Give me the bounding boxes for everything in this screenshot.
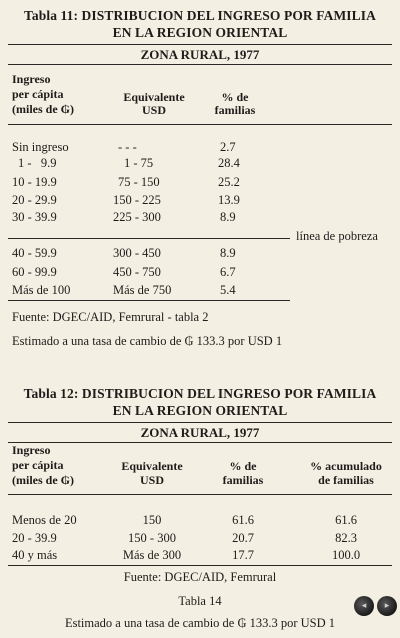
- table12-row1-pct: 61.6: [232, 513, 254, 527]
- table11-row3-ingreso: 10 - 19.9: [12, 175, 57, 189]
- table12-row3-pct: 17.7: [232, 548, 254, 562]
- table12-title-line2: EN LA REGION ORIENTAL: [112, 403, 288, 418]
- table11-row6-usd: 300 - 450: [113, 246, 161, 260]
- table11-row2-pct: 28.4: [218, 156, 240, 170]
- table11-header-equiv-1: Equivalente: [123, 90, 185, 104]
- table12-header-equiv-2: USD: [139, 473, 164, 487]
- table12-header-acum-1: % acumulado: [310, 459, 382, 473]
- table11-row1-ingreso: Sin ingreso: [12, 140, 69, 154]
- table12-subtitle: ZONA RURAL, 1977: [140, 425, 260, 440]
- table11-row8-pct: 5.4: [220, 283, 236, 297]
- table12-header-pct-2: familias: [222, 473, 264, 487]
- table11-subtitle-rule: [8, 64, 392, 65]
- table11-header-pct-2: familias: [214, 103, 256, 117]
- table12-header-ingreso-3: (miles de ₲): [12, 473, 74, 487]
- table11-note: Estimado a una tasa de cambio de ₲ 133.3 por USD 1: [12, 334, 283, 348]
- table12-header-acum-2: de familias: [318, 473, 374, 487]
- table12-caption: Tabla 14: [178, 594, 222, 608]
- table11-bottom-rule: [8, 300, 290, 301]
- table12-header-rule: [8, 494, 392, 495]
- table11-row7-pct: 6.7: [220, 265, 236, 279]
- table12-row2-usd: 150 - 300: [128, 531, 176, 545]
- table11-header-equiv-2: USD: [141, 103, 166, 117]
- table11-row8-ingreso: Más de 100: [12, 283, 71, 297]
- table11-header-ingreso-1: Ingreso: [12, 72, 51, 86]
- table11-row5-usd: 225 - 300: [113, 210, 161, 224]
- table11-row3-pct: 25.2: [218, 175, 240, 189]
- table11-source: Fuente: DGEC/AID, Femrural - tabla 2: [12, 310, 209, 324]
- table12-title-line1: Tabla 12: DISTRIBUCION DEL INGRESO POR FAMILIA: [23, 386, 377, 401]
- table11-row1-usd: - - -: [118, 140, 137, 154]
- table11-header-ingreso-3: (miles de ₲): [12, 102, 74, 116]
- table11-row8-usd: Más de 750: [113, 283, 172, 297]
- table12-row3-acum: 100.0: [331, 548, 361, 562]
- table11-row6-pct: 8.9: [220, 246, 236, 260]
- table11-top-rule: [8, 44, 392, 45]
- previous-page-icon[interactable]: ◂: [354, 596, 374, 616]
- table11-row3-usd: 75 - 150: [118, 175, 160, 189]
- table12-header-pct-1: % de: [229, 459, 257, 473]
- table12-top-rule: [8, 422, 392, 423]
- table11-row4-pct: 13.9: [218, 193, 240, 207]
- table12-row2-ingreso: 20 - 39.9: [12, 531, 57, 545]
- table11-header-pct-1: % de: [221, 90, 249, 104]
- table11-row5-pct: 8.9: [220, 210, 236, 224]
- table11-row7-usd: 450 - 750: [113, 265, 161, 279]
- table12-row2-acum: 82.3: [335, 531, 357, 545]
- poverty-line-rule: [8, 238, 290, 239]
- table11-header-ingreso-2: per cápita: [12, 87, 64, 101]
- table11-row1-pct: 2.7: [220, 140, 236, 154]
- table11-row4-usd: 150 - 225: [113, 193, 161, 207]
- table12-header-ingreso-2: per cápita: [12, 458, 64, 472]
- table12-note: Estimado a una tasa de cambio de ₲ 133.3 por USD 1: [64, 616, 336, 630]
- table11-row6-ingreso: 40 - 59.9: [12, 246, 57, 260]
- table11-row4-ingreso: 20 - 29.9: [12, 193, 57, 207]
- table12-subtitle-rule: [8, 442, 392, 443]
- table12-row3-usd: Más de 300: [122, 548, 182, 562]
- table11-row7-ingreso: 60 - 99.9: [12, 265, 57, 279]
- table12-row3-ingreso: 40 y más: [12, 548, 58, 562]
- poverty-line-label: línea de pobreza: [296, 229, 378, 243]
- table11-header-rule: [8, 124, 392, 125]
- table11-subtitle: ZONA RURAL, 1977: [140, 47, 260, 62]
- table11-row2-usd: 1 - 75: [124, 156, 154, 170]
- table12-header-equiv-1: Equivalente: [121, 459, 183, 473]
- table12-source: Fuente: DGEC/AID, Femrural: [123, 570, 277, 584]
- table11-title-line1: Tabla 11: DISTRIBUCION DEL INGRESO POR FAMILIA: [24, 8, 376, 23]
- table11-row2-ingreso: 1 - 9.9: [18, 156, 57, 170]
- table11-title-line2: EN LA REGION ORIENTAL: [112, 25, 288, 40]
- table12-row1-ingreso: Menos de 20: [12, 513, 77, 527]
- table12-row1-acum: 61.6: [335, 513, 357, 527]
- table11-row5-ingreso: 30 - 39.9: [12, 210, 57, 224]
- table12-header-ingreso-1: Ingreso: [12, 443, 51, 457]
- table12-row1-usd: 150: [142, 513, 162, 527]
- table12-row2-pct: 20.7: [232, 531, 254, 545]
- table12-bottom-rule: [8, 565, 392, 566]
- next-page-icon[interactable]: ▸: [377, 596, 397, 616]
